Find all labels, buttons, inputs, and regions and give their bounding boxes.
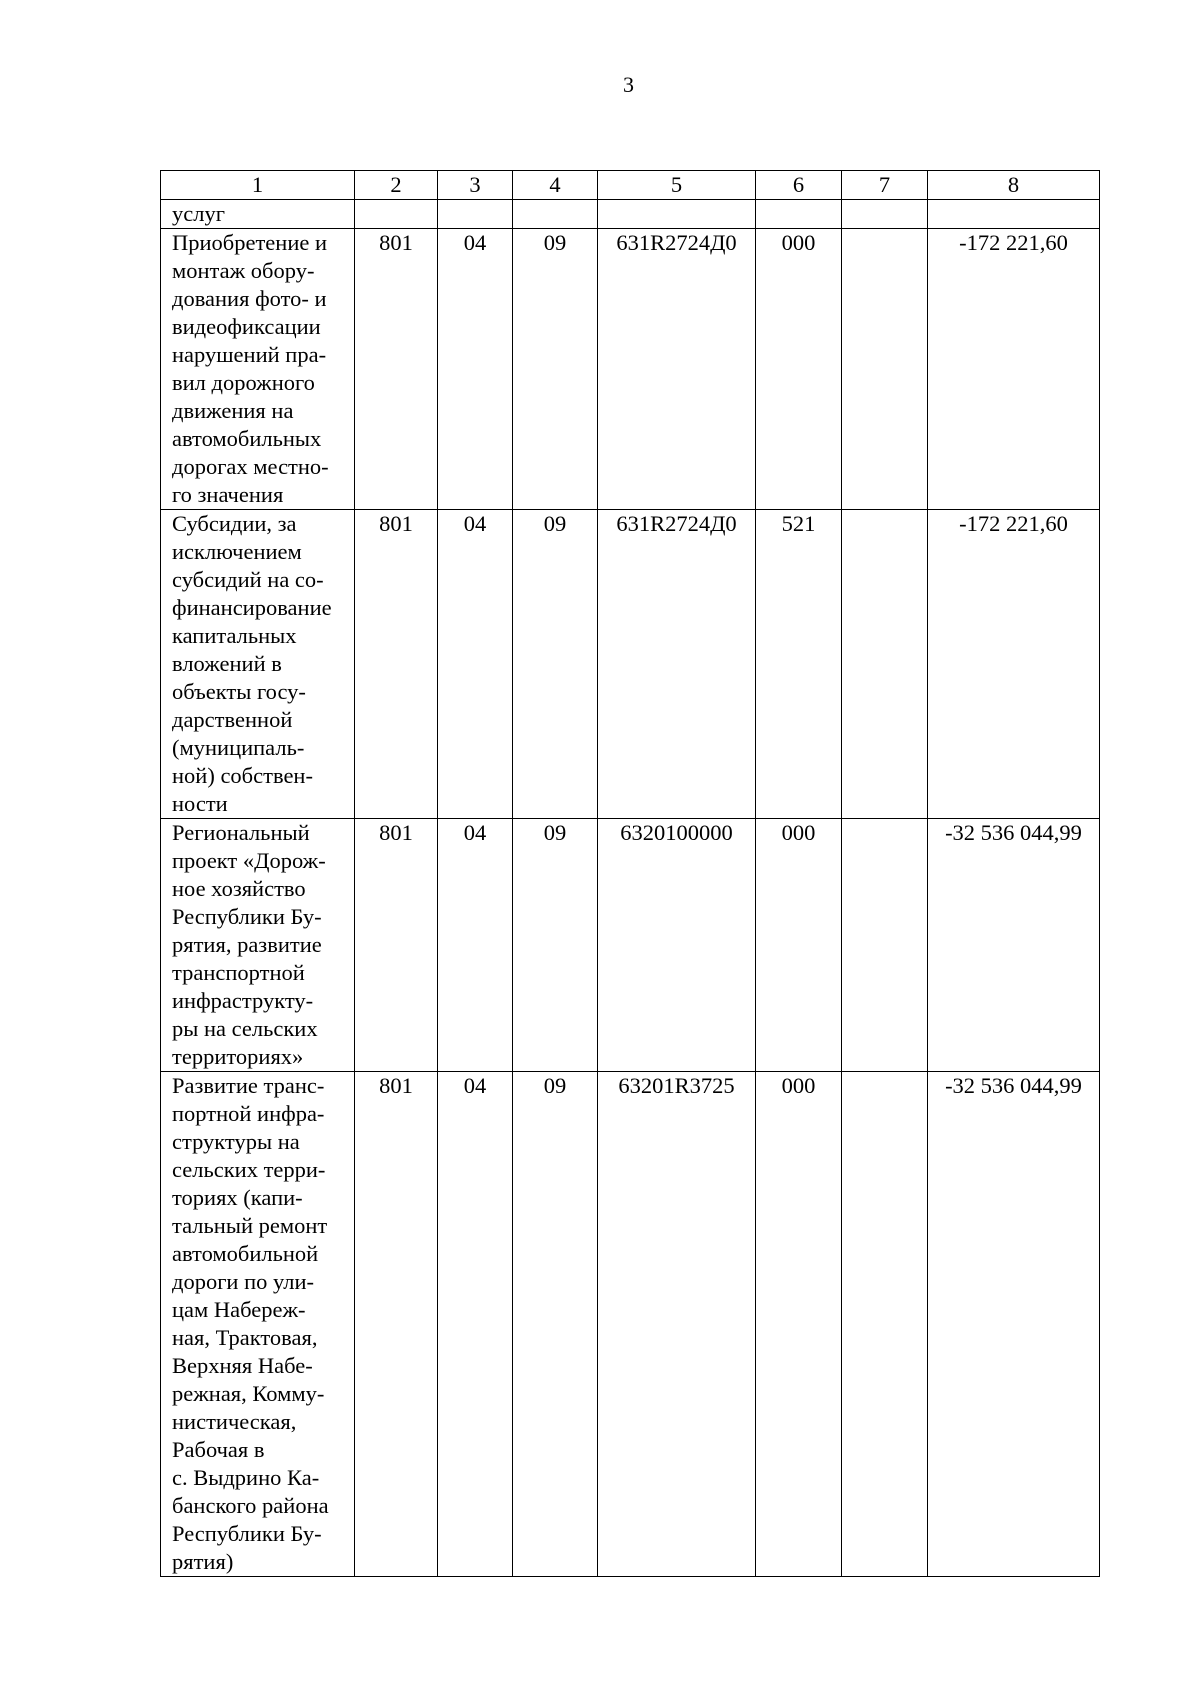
column-number: 1 bbox=[161, 171, 355, 200]
code-cell: 631R2724Д0 bbox=[598, 510, 756, 819]
code-cell bbox=[438, 200, 513, 229]
amount-cell: -32 536 044,99 bbox=[928, 819, 1100, 1072]
code-cell bbox=[355, 200, 438, 229]
row-name: услуг bbox=[161, 200, 355, 229]
column-number: 4 bbox=[513, 171, 598, 200]
code-cell: 04 bbox=[438, 1072, 513, 1577]
code-cell: 801 bbox=[355, 510, 438, 819]
code-cell: 04 bbox=[438, 229, 513, 510]
table-row bbox=[161, 200, 1100, 229]
code-cell: 04 bbox=[438, 510, 513, 819]
code-cell: 04 bbox=[438, 819, 513, 1072]
row-name: Региональный проект «Дорож- ное хозяйство Республики Бу- рятия, развитие транспортной инфраструкту- ры на сельских территориях» bbox=[161, 819, 355, 1072]
column-number: 8 bbox=[928, 171, 1100, 200]
code-cell: 09 bbox=[513, 819, 598, 1072]
column-number-row bbox=[161, 171, 1100, 200]
code-cell: 63201R3725 bbox=[598, 1072, 756, 1577]
amount-cell: -172 221,60 bbox=[928, 510, 1100, 819]
code-cell: 000 bbox=[756, 229, 842, 510]
row-name: Субсидии, за исключением субсидий на со- финансирование капитальных вложений в объекты госу- дарственной (муниципаль- ной) собствен- ности bbox=[161, 510, 355, 819]
code-cell: 801 bbox=[355, 1072, 438, 1577]
column-number: 7 bbox=[842, 171, 928, 200]
row-name: Приобретение и монтаж обору- дования фото- и видеофиксации нарушений пра- вил дорожного движения на автомобильных дорогах местно- го значения bbox=[161, 229, 355, 510]
code-cell: 000 bbox=[756, 819, 842, 1072]
code-cell bbox=[842, 200, 928, 229]
table-row bbox=[161, 510, 1100, 819]
code-cell bbox=[513, 200, 598, 229]
code-cell: 09 bbox=[513, 510, 598, 819]
code-cell: 6320100000 bbox=[598, 819, 756, 1072]
amount-cell bbox=[928, 200, 1100, 229]
code-cell: 521 bbox=[756, 510, 842, 819]
code-cell bbox=[842, 510, 928, 819]
code-cell bbox=[756, 200, 842, 229]
amount-cell: -172 221,60 bbox=[928, 229, 1100, 510]
code-cell: 09 bbox=[513, 229, 598, 510]
code-cell: 801 bbox=[355, 819, 438, 1072]
table-row bbox=[161, 229, 1100, 510]
table-row bbox=[161, 819, 1100, 1072]
code-cell: 801 bbox=[355, 229, 438, 510]
code-cell bbox=[842, 819, 928, 1072]
column-number: 6 bbox=[756, 171, 842, 200]
row-name: Развитие транс- портной инфра- структуры на сельских терри- ториях (капи- тальный ремонт автомобильной дороги по ули- цам Набереж- ная, Трактовая, Верхняя Набе- режная, Комму- нистическая, Рабочая в с. Выдрино Ка- банского района Республики Бу- рятия) bbox=[161, 1072, 355, 1577]
column-number: 2 bbox=[355, 171, 438, 200]
code-cell bbox=[842, 1072, 928, 1577]
column-number: 5 bbox=[598, 171, 756, 200]
table-row bbox=[161, 1072, 1100, 1577]
code-cell bbox=[598, 200, 756, 229]
code-cell: 000 bbox=[756, 1072, 842, 1577]
code-cell bbox=[842, 229, 928, 510]
code-cell: 631R2724Д0 bbox=[598, 229, 756, 510]
budget-table bbox=[160, 170, 1100, 1577]
amount-cell: -32 536 044,99 bbox=[928, 1072, 1100, 1577]
column-number: 3 bbox=[438, 171, 513, 200]
code-cell: 09 bbox=[513, 1072, 598, 1577]
page-number: 3 bbox=[623, 72, 634, 97]
